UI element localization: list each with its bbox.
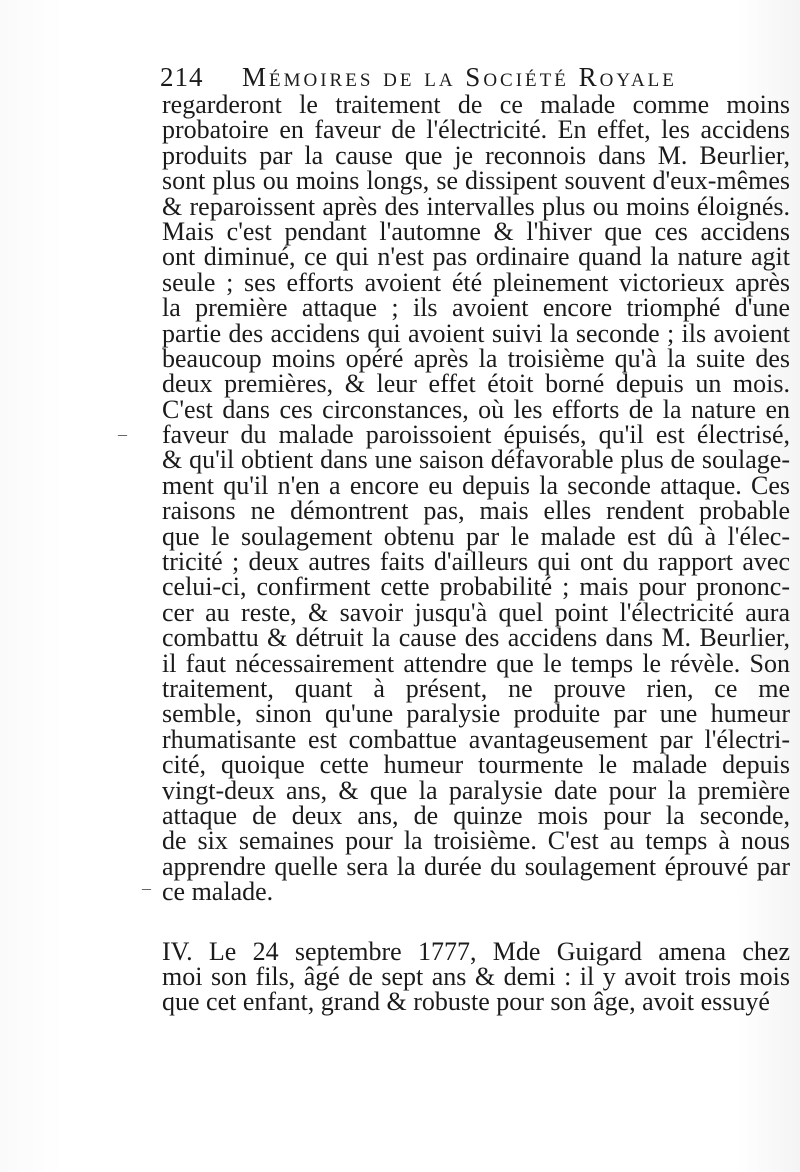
text-line: moi son fils, âgé de sept ans & demi : il y avoit trois mois	[162, 961, 790, 991]
text-line: probatoire en faveur de l'électricité. En effet, les accidens	[162, 115, 790, 145]
text-line: regarderont le traitement de ce malade comme moins	[162, 90, 790, 119]
page-number: 214	[160, 62, 204, 92]
text-line: sont plus ou moins longs, se dissipent souvent d'eux-mêmes	[162, 166, 790, 196]
margin-dash: –	[118, 424, 127, 444]
paragraph-gap	[162, 905, 790, 939]
text-line: C'est dans ces circonstances, où les efforts de la nature en	[162, 394, 790, 424]
text-line: traitement, quant à présent, ne prouve rien, ce me	[162, 673, 790, 703]
text-line: tricité ; deux autres faits d'ailleurs qui ont du rapport avec	[162, 547, 790, 577]
text-line: raisons ne démontrent pas, mais elles rendent probable	[162, 496, 790, 526]
text-line: la première attaque ; ils avoient encore triomphé d'une	[162, 293, 790, 323]
running-head: Mémoires de la Société Royale	[242, 62, 677, 92]
text-line: deux premières, & leur effet étoit borné depuis un mois.	[162, 369, 790, 399]
text-line: attaque de deux ans, de quinze mois pour la seconde,	[162, 800, 790, 830]
text-line: cer au reste, & savoir jusqu'à quel point l'électricité aura	[162, 597, 790, 627]
text-line: & qu'il obtient dans une saison défavorable plus de soulage-	[162, 445, 790, 475]
text-line: de six semaines pour la troisième. C'est au temps à nous	[162, 826, 790, 856]
text-line: ce malade.	[162, 877, 274, 907]
margin-dash: –	[142, 878, 151, 898]
text-line: semble, sinon qu'une paralysie produite par une humeur	[162, 699, 790, 729]
text-line: que le soulagement obtenu par le malade est dû à l'élec-	[162, 521, 790, 551]
text-line: cité, quoique cette humeur tourmente le malade depuis	[162, 750, 790, 780]
text-line: & reparoissent après des intervalles plus ou moins éloignés.	[162, 191, 790, 221]
text-line: seule ; ses efforts avoient été pleinement victorieux après	[162, 267, 790, 297]
text-line: IV. Le 24 septembre 1777, Mde Guigard amena chez	[162, 936, 790, 966]
body-text	[162, 92, 790, 1015]
text-line: produits par la cause que je reconnois dans M. Beurlier,	[162, 140, 790, 170]
text-line: ont diminué, ce qui n'est pas ordinaire quand la nature agit	[162, 242, 790, 272]
text-line: combattu & détruit la cause des accidens dans M. Beurlier,	[162, 623, 790, 653]
paragraph	[162, 92, 790, 905]
text-line: Mais c'est pendant l'automne & l'hiver que ces accidens	[162, 216, 790, 246]
text-line: il faut nécessairement attendre que le temps le révèle. Son	[162, 648, 790, 678]
text-line: ment qu'il n'en a encore eu depuis la seconde attaque. Ces	[162, 470, 790, 500]
text-line: vingt-deux ans, & que la paralysie date pour la première	[162, 775, 790, 805]
text-line: apprendre quelle sera la durée du soulagement éprouvé par	[162, 851, 790, 881]
text-line: partie des accidens qui avoient suivi la seconde ; ils avoient	[162, 318, 790, 348]
text-line: faveur du malade paroissoient épuisés, qu'il est électrisé,	[162, 420, 790, 450]
paragraph	[162, 936, 790, 1017]
text-line: celui-ci, confirment cette probabilité ; mais pour prononc-	[162, 572, 790, 602]
text-line: beaucoup moins opéré après la troisième qu'à la suite des	[162, 343, 790, 373]
text-line: rhumatisante est combattue avantageusement par l'électri-	[162, 724, 790, 754]
text-line: que cet enfant, grand & robuste pour son âge, avoit essuyé	[162, 987, 770, 1017]
